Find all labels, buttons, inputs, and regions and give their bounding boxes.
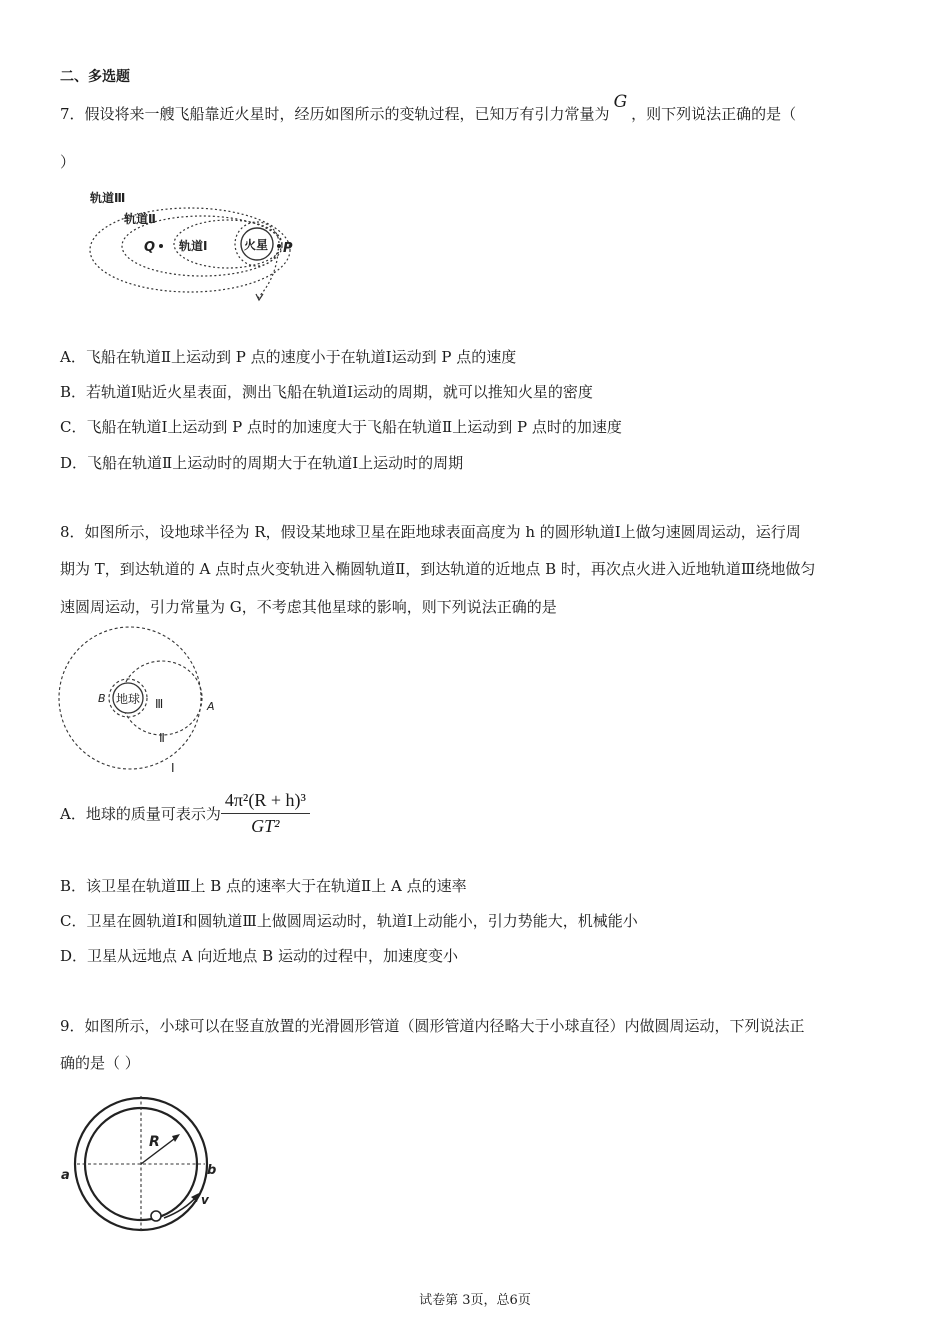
q8-label-orbit1: Ⅰ [171, 761, 175, 775]
q7-stem-a: 7．假设将来一艘飞船靠近火星时，经历如图所示的变轨过程，已知万有引力常量为 [60, 105, 610, 123]
q7-option-c: C．飞船在轨道Ⅰ上运动到 P 点时的加速度大于飞船在轨道Ⅱ上运动到 P 点时的加速度 [60, 418, 622, 436]
q9-label-v: v [201, 1193, 209, 1207]
q8-option-d: D．卫星从远地点 A 向近地点 B 运动的过程中，加速度变小 [60, 947, 458, 965]
q7-point-q-dot [159, 244, 163, 248]
radius-arrow-icon [172, 1134, 180, 1142]
q7-option-d: D．飞船在轨道Ⅱ上运动时的周期大于在轨道Ⅰ上运动时的周期 [60, 454, 464, 472]
q7-option-a: A．飞船在轨道Ⅱ上运动到 P 点的速度小于在轨道Ⅰ运动到 P 点的速度 [60, 348, 517, 366]
formula-denominator: GT² [251, 816, 280, 836]
q8-option-a-prefix: A．地球的质量可表示为 [60, 805, 221, 823]
q9-tube-figure [55, 1086, 235, 1241]
q9-label-r: R [149, 1134, 160, 1150]
q9-stem-line2: 确的是（ ） [60, 1054, 140, 1072]
q8-label-a: A [207, 700, 215, 713]
q8-label-b: B [98, 692, 106, 705]
q9-label-b: b [207, 1163, 217, 1178]
q7-label-planet: 火星 [244, 238, 269, 252]
q8-stem-line1: 8．如图所示，设地球半径为 R，假设某地球卫星在距地球表面高度为 h 的圆形轨道Ⅰ上做匀速圆周运动，运行周 [60, 523, 801, 541]
q7-label-orbit3: 轨道Ⅲ [90, 191, 126, 205]
q8-label-orbit3: Ⅲ [155, 697, 164, 711]
q9-stem-line1: 9．如图所示，小球可以在竖直放置的光滑圆形管道（圆形管道内径略大于小球直径）内做圆周运动，下列说法正 [60, 1017, 805, 1035]
q7-stem-close: ） [60, 153, 76, 171]
q7-label-orbit2: 轨道Ⅱ [124, 212, 156, 226]
page-footer: 试卷第 3页，总6页 [419, 1293, 531, 1308]
q7-label-orbit1: 轨道Ⅰ [179, 239, 208, 253]
q7-label-q: Q [144, 240, 156, 255]
q7-stem-b: ，则下列说法正确的是（ [631, 105, 797, 123]
q8-mass-formula [221, 790, 310, 837]
section-title: 二、多选题 [60, 69, 130, 85]
q8-stem-line3: 速圆周运动，引力常量为 G，不考虑其他星球的影响，则下列说法正确的是 [60, 598, 557, 616]
q7-option-b: B．若轨道Ⅰ贴近火星表面，测出飞船在轨道Ⅰ运动的周期，就可以推知火星的密度 [60, 383, 593, 401]
q7-stem [60, 92, 797, 124]
q8-option-c: C．卫星在圆轨道Ⅰ和圆轨道Ⅲ上做圆周运动时，轨道Ⅰ上动能小，引力势能大，机械能小 [60, 912, 638, 930]
q7-point-p-dot [277, 244, 281, 248]
q8-label-earth: 地球 [116, 692, 141, 706]
q8-label-orbit2: Ⅱ [159, 731, 165, 745]
q7-label-p: P [283, 241, 293, 256]
q7-orbit-figure [80, 186, 310, 306]
formula-numerator: 4π²(R + h)³ [221, 790, 310, 814]
q8-option-a [60, 790, 310, 837]
q8-stem-line2: 期为 T，到达轨道的 A 点时点火变轨进入椭圆轨道Ⅱ，到达轨道的近地点 B 时，再次点火进入近地轨道Ⅲ绕地做匀 [60, 560, 816, 578]
q8-orbit-figure [52, 624, 232, 776]
q9-label-a: a [61, 1168, 70, 1183]
q7-arrow-icon [256, 294, 263, 300]
q7-g-symbol: G [613, 92, 628, 112]
ball [151, 1211, 161, 1221]
q8-option-b: B．该卫星在轨道Ⅲ上 B 点的速率大于在轨道Ⅱ上 A 点的速率 [60, 877, 467, 895]
